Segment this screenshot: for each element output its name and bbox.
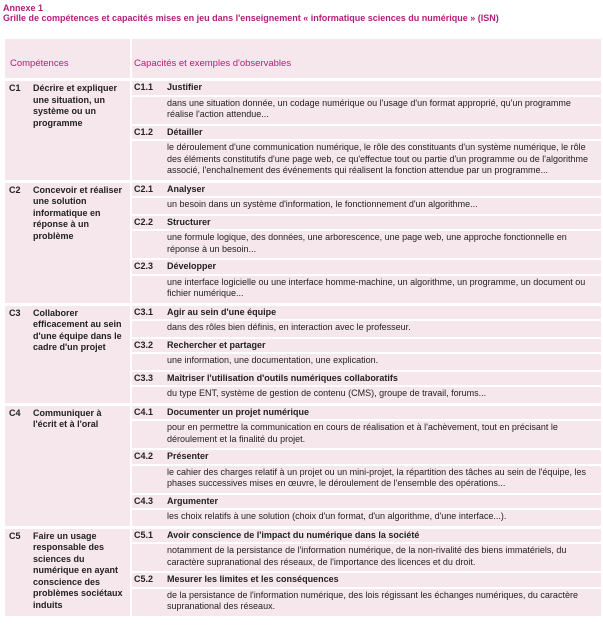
capacite-observables: le cahier des charges relatif à un projet ou un mini-projet, la répartition des tâches au sein de l'équipe, les phases successives mises en œuvre, le déroulement de l'ensemble des opérations...	[167, 465, 601, 494]
capacite-title: Rechercher et partager	[167, 338, 601, 354]
observables-spacer	[131, 465, 167, 494]
competence-code: C3	[5, 304, 33, 404]
capacite-observables: pour en permettre la communication en cours de réalisation et à l'achèvement, tout en précisant le déroulement et la finalité du projet.	[167, 420, 601, 449]
capacite-code: C5.1	[131, 527, 167, 543]
capacite-title: Mesurer les limites et les conséquences	[167, 572, 601, 588]
capacite-title: Détailler	[167, 125, 601, 141]
capacite-title: Développer	[167, 259, 601, 275]
competence-code: C5	[5, 527, 33, 616]
capacite-code: C4.2	[131, 449, 167, 465]
observables-spacer	[131, 96, 167, 125]
capacite-title: Argumenter	[167, 494, 601, 510]
capacite-observables: de la persistance de l'information numérique, des lois régissant les échanges numériques, du caractère supranational des réseaux.	[167, 588, 601, 616]
competence-code: C1	[5, 80, 33, 182]
observables-spacer	[131, 353, 167, 371]
capacite-title-row	[5, 80, 601, 96]
annex-label: Annexe 1	[3, 3, 44, 13]
capacite-observables: dans une situation donnée, un codage numérique ou l'usage d'un format approprié, qu'un programme réalise l'action attendue...	[167, 96, 601, 125]
capacite-code: C4.3	[131, 494, 167, 510]
capacite-observables: le déroulement d'une communication numérique, le rôle des constituants d'un système numérique, le rôle des éléments constitutifs d'une page web, ce qu'effectue tout ou partie d'un programme ou de l'algorithme associé, l'enchaînement des événements qui réalisent la fonction attendue par un programme...	[167, 140, 601, 181]
observables-spacer	[131, 509, 167, 527]
observables-spacer	[131, 588, 167, 616]
capacite-observables: notamment de la persistance de l'information numérique, de la non-rivalité des biens immatériels, du caractère supranational des réseaux, de l'importance des licences et du droit.	[167, 543, 601, 572]
capacite-title-row	[5, 404, 601, 420]
capacite-title-row	[5, 181, 601, 197]
observables-spacer	[131, 140, 167, 181]
capacite-observables: un besoin dans un système d'information, le fonctionnement d'un algorithme...	[167, 197, 601, 215]
observables-spacer	[131, 386, 167, 404]
document-heading	[3, 3, 499, 23]
capacite-title: Structurer	[167, 215, 601, 231]
header-capacites: Capacités et exemples d'observables	[131, 39, 601, 80]
observables-spacer	[131, 320, 167, 338]
capacite-code: C2.1	[131, 181, 167, 197]
capacite-code: C3.1	[131, 304, 167, 320]
capacite-code: C5.2	[131, 572, 167, 588]
competence-name: Communiquer à l'écrit et à l'oral	[33, 404, 131, 527]
capacite-observables: une interface logicielle ou une interface homme-machine, un algorithme, un programme, un document ou fichier numérique...	[167, 275, 601, 305]
capacite-code: C1.2	[131, 125, 167, 141]
capacite-title: Présenter	[167, 449, 601, 465]
observables-spacer	[131, 420, 167, 449]
competence-code: C4	[5, 404, 33, 527]
competence-name: Décrire et expliquer une situation, un système ou un programme	[33, 80, 131, 182]
capacite-title-row	[5, 304, 601, 320]
capacite-title-row	[5, 527, 601, 543]
capacite-title: Avoir conscience de l'impact du numérique dans la société	[167, 527, 601, 543]
annex-title: Grille de compétences et capacités mises en jeu dans l'enseignement « informatique sciences du numérique » (ISN)	[3, 13, 499, 23]
competence-name: Concevoir et réaliser une solution informatique en réponse à un problème	[33, 181, 131, 304]
capacite-title: Agir au sein d'une équipe	[167, 304, 601, 320]
competence-name: Collaborer efficacement au sein d'une équipe dans le cadre d'un projet	[33, 304, 131, 404]
capacite-title: Analyser	[167, 181, 601, 197]
capacite-title: Documenter un projet numérique	[167, 404, 601, 420]
competence-name: Faire un usage responsable des sciences du numérique en ayant conscience des problèmes sociétaux induits	[33, 527, 131, 616]
table-header-row	[5, 39, 601, 80]
capacite-observables: du type ENT, système de gestion de contenu (CMS), groupe de travail, forums...	[167, 386, 601, 404]
capacite-code: C1.1	[131, 80, 167, 96]
capacite-code: C4.1	[131, 404, 167, 420]
observables-spacer	[131, 230, 167, 259]
capacite-observables: les choix relatifs à une solution (choix d'un format, d'un algorithme, d'une interface...).	[167, 509, 601, 527]
header-competences: Compétences	[5, 39, 131, 80]
capacite-code: C2.2	[131, 215, 167, 231]
capacite-observables: une formule logique, des données, une arborescence, une page web, une approche fonctionnelle en réponse à un besoin...	[167, 230, 601, 259]
capacite-observables: une information, une documentation, une explication.	[167, 353, 601, 371]
capacite-observables: dans des rôles bien définis, en interaction avec le professeur.	[167, 320, 601, 338]
capacite-code: C3.3	[131, 371, 167, 387]
capacite-title: Justifier	[167, 80, 601, 96]
capacite-code: C3.2	[131, 338, 167, 354]
capacite-title: Maîtriser l'utilisation d'outils numériques collaboratifs	[167, 371, 601, 387]
competence-code: C2	[5, 181, 33, 304]
observables-spacer	[131, 543, 167, 572]
observables-spacer	[131, 275, 167, 305]
observables-spacer	[131, 197, 167, 215]
competences-table	[5, 39, 601, 616]
capacite-code: C2.3	[131, 259, 167, 275]
